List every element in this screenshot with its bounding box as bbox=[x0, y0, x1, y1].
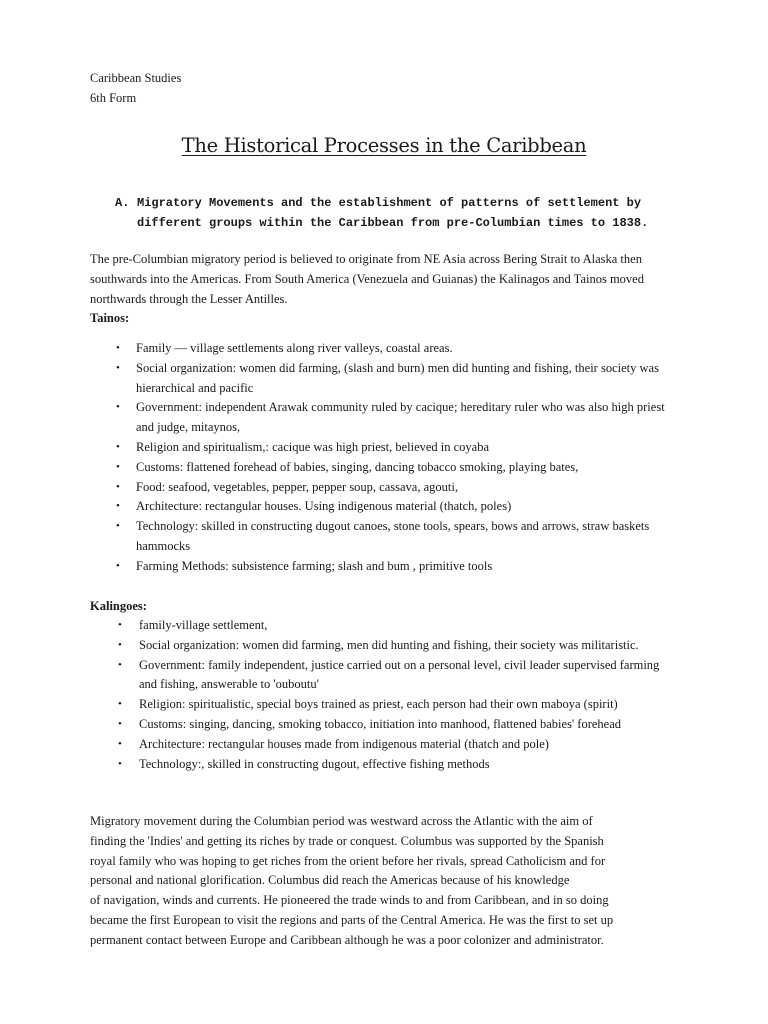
course-name: Caribbean Studies bbox=[90, 71, 182, 85]
section-a-heading-text: Migratory Movements and the establishment of patterns of settlement by different groups within the Caribbean from pre-Columbian times to 1838. bbox=[137, 196, 649, 230]
list-item bbox=[0, 339, 768, 359]
bullet-icon: • bbox=[116, 460, 120, 473]
paragraph-line: royal family who was hoping to get riches from the orient before her rivals, spread Catholicism and for bbox=[90, 853, 606, 868]
kalingoes-list bbox=[0, 616, 768, 774]
bullet-icon: • bbox=[118, 619, 122, 631]
intro-paragraph: The pre-Columbian migratory period is believed to originate from NE Asia across Bering Strait to Alaska then southwards into the Americas. From South America (Venezuela and Guianas) the Kalinagos and Tainos moved northwards through the Lesser Antilles. bbox=[90, 252, 644, 306]
bullet-icon: • bbox=[118, 658, 122, 671]
paragraph-line: permanent contact between Europe and Caribbean although he was a poor colonizer and administrator. bbox=[90, 932, 604, 947]
list-item-text: Social organization: women did farming, men did hunting and fishing, their society was militaristic. bbox=[139, 637, 639, 652]
paragraph-line: personal and national glorification. Columbus did reach the Americas because of his knowledge bbox=[90, 873, 570, 888]
list-item bbox=[0, 458, 768, 478]
list-item-text: Architecture: rectangular houses made from indigenous material (thatch and pole) bbox=[139, 736, 549, 751]
list-item bbox=[0, 656, 768, 696]
bullet-icon: • bbox=[118, 757, 122, 770]
bullet-icon: • bbox=[116, 559, 120, 572]
list-item bbox=[0, 438, 768, 458]
list-item-text: family-village settlement, bbox=[139, 618, 268, 632]
tainos-heading: Tainos: bbox=[90, 311, 130, 325]
list-item-text: Religion and spiritualism,: cacique was high priest, believed in coyaba bbox=[136, 439, 490, 454]
list-item bbox=[0, 715, 768, 735]
paragraph-line: finding the 'Indies' and getting its riches by trade or conquest. Columbus was supported by the Spanish bbox=[90, 833, 604, 848]
list-item-text: Government: independent Arawak community ruled by cacique; hereditary ruler who was also high priest and judge, mitaynos, bbox=[136, 400, 665, 435]
bullet-icon: • bbox=[116, 361, 120, 374]
list-item bbox=[0, 517, 768, 557]
bullet-icon: • bbox=[116, 440, 120, 453]
bullet-icon: • bbox=[116, 342, 120, 354]
list-item bbox=[0, 478, 768, 498]
list-item bbox=[0, 735, 768, 755]
list-item-text: Technology: skilled in constructing dugout canoes, stone tools, spears, bows and arrows, straw baskets hammocks bbox=[136, 519, 650, 553]
list-item-text: Technology:, skilled in constructing dugout, effective fishing methods bbox=[139, 756, 490, 771]
section-a-letter: A. bbox=[115, 196, 130, 210]
list-item-text: Religion: spiritualistic, special boys trained as priest, each person had their own maboya (spirit) bbox=[139, 697, 618, 712]
bullet-icon: • bbox=[118, 698, 122, 711]
bullet-icon: • bbox=[116, 520, 120, 533]
columbian-paragraph bbox=[90, 812, 700, 951]
bullet-icon: • bbox=[118, 737, 122, 750]
list-item-text: Farming Methods: subsistence farming; slash and bum , primitive tools bbox=[136, 558, 493, 573]
list-item-text: Family — village settlements along river valleys, coastal areas. bbox=[136, 341, 453, 355]
list-item bbox=[0, 497, 768, 517]
document-title-text: The Historical Processes in the Caribbean bbox=[181, 134, 587, 157]
list-item bbox=[0, 398, 768, 438]
bullet-icon: • bbox=[116, 401, 120, 414]
paragraph-line: of navigation, winds and currents. He pioneered the trade winds to and from Caribbean, and in so doing bbox=[90, 893, 609, 908]
bullet-icon: • bbox=[116, 500, 120, 513]
list-item-text: Customs: flattened forehead of babies, singing, dancing tobacco smoking, playing bates, bbox=[136, 459, 579, 474]
bullet-icon: • bbox=[118, 717, 122, 730]
list-item-text: Food: seafood, vegetables, pepper, pepper soup, cassava, agouti, bbox=[136, 479, 458, 494]
paragraph-line: became the first European to visit the regions and parts of the Central America. He was the first to set up bbox=[90, 912, 614, 927]
list-item bbox=[0, 616, 768, 636]
paragraph-line: Migratory movement during the Columbian period was westward across the Atlantic with the aim of bbox=[90, 814, 593, 828]
list-item bbox=[0, 359, 768, 399]
kalingoes-heading: Kalingoes: bbox=[90, 599, 147, 613]
bullet-icon: • bbox=[118, 638, 122, 651]
bullet-icon: • bbox=[116, 480, 120, 493]
document-title bbox=[0, 134, 768, 158]
list-item bbox=[0, 636, 768, 656]
list-item-text: Social organization: women did farming, (slash and burn) men did hunting and fishing, their society was hierarchical and pacific bbox=[136, 360, 659, 395]
list-item-text: Government: family independent, justice carried out on a personal level, civil leader supervised farming and fishing, answerable to 'ouboutu' bbox=[139, 657, 660, 692]
list-item bbox=[0, 695, 768, 715]
list-item-text: Customs: singing, dancing, smoking tobacco, initiation into manhood, flattened babies' forehead bbox=[139, 716, 622, 731]
list-item bbox=[0, 557, 768, 577]
list-item-text: Architecture: rectangular houses. Using indigenous material (thatch, poles) bbox=[136, 499, 512, 514]
list-item bbox=[0, 755, 768, 775]
tainos-list bbox=[0, 339, 768, 577]
form-level: 6th Form bbox=[90, 91, 137, 105]
